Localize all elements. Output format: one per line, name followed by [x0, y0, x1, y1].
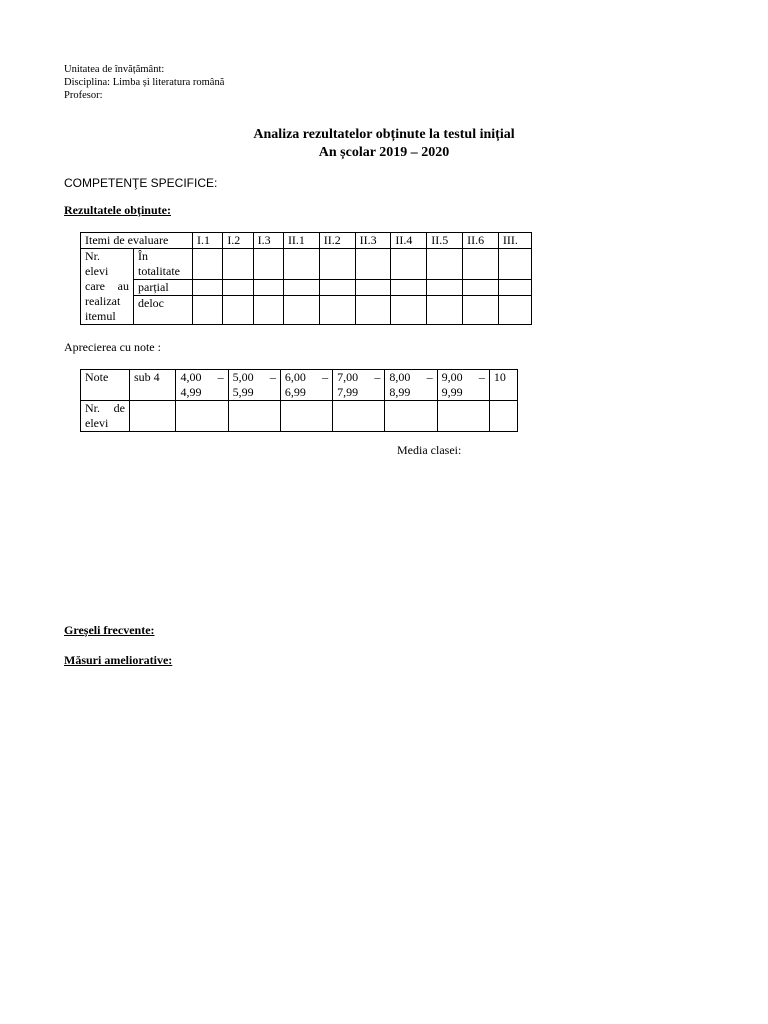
range-end: 4,99 [180, 385, 202, 399]
data-cell [319, 296, 355, 325]
range-start [389, 370, 432, 385]
data-cell [319, 249, 355, 280]
table-row [81, 233, 532, 249]
range-dash: – [322, 370, 329, 384]
data-cell [355, 249, 391, 280]
range-start [337, 370, 380, 385]
data-cell [253, 296, 283, 325]
range-start [180, 370, 223, 385]
data-cell [391, 249, 427, 280]
data-cell [176, 401, 228, 432]
data-cell [498, 296, 531, 325]
group-label-line: itemul [85, 309, 116, 323]
data-cell [253, 249, 283, 280]
range-start [442, 370, 485, 385]
range-end: 5,99 [232, 385, 254, 399]
range-start-value: 8,00 [389, 370, 411, 384]
data-cell [463, 296, 499, 325]
frequent-errors-heading: Greșeli frecvente: [64, 623, 155, 637]
school-year-title: An școlar 2019 – 2020 [318, 145, 450, 160]
range-start: 10 [493, 370, 506, 384]
range-start-value: 5,00 [232, 370, 254, 384]
specific-competencies-label: COMPETENŢE SPECIFICE: [64, 176, 218, 190]
table-row [81, 296, 532, 325]
grade-range-cell [228, 370, 280, 401]
data-cell [463, 280, 499, 296]
item-cell: II.1 [283, 233, 319, 249]
data-cell [427, 296, 463, 325]
group-label-line: Nr. [85, 249, 100, 263]
data-cell [498, 280, 531, 296]
data-cell [391, 280, 427, 296]
data-cell [355, 280, 391, 296]
range-dash: – [374, 370, 381, 384]
table-row [81, 370, 518, 401]
table-row [81, 280, 532, 296]
data-cell [283, 296, 319, 325]
students-count-label [81, 401, 130, 432]
grade-range-cell [489, 370, 517, 401]
data-cell [280, 401, 332, 432]
teacher-label: Profesor: [64, 90, 103, 101]
item-cell: I.2 [223, 233, 253, 249]
data-cell [437, 401, 489, 432]
grade-range-cell [385, 370, 437, 401]
data-cell [223, 249, 253, 280]
data-cell [427, 280, 463, 296]
range-dash: – [217, 370, 224, 384]
data-cell [193, 280, 223, 296]
range-dash: – [478, 370, 485, 384]
item-cell: II.3 [355, 233, 391, 249]
data-cell [463, 249, 499, 280]
range-start-value: 9,00 [441, 370, 463, 384]
range-start: sub 4 [134, 370, 160, 384]
range-start [233, 370, 276, 385]
data-cell [253, 280, 283, 296]
items-header-cell: Itemi de evaluare [81, 233, 193, 249]
data-cell [228, 401, 280, 432]
data-cell [319, 280, 355, 296]
table-row [81, 249, 532, 280]
range-dash: – [269, 370, 276, 384]
row-label-none: deloc [134, 296, 193, 325]
grade-range-cell [280, 370, 332, 401]
label-line [85, 401, 125, 416]
range-end: 7,99 [337, 385, 359, 399]
item-cell: III. [498, 233, 531, 249]
range-start-value: 4,00 [180, 370, 202, 384]
data-cell [283, 280, 319, 296]
range-start-value: 7,00 [337, 370, 359, 384]
data-cell [385, 401, 437, 432]
range-start [285, 370, 328, 385]
item-cell: II.5 [427, 233, 463, 249]
range-end: 8,99 [389, 385, 411, 399]
data-cell [193, 249, 223, 280]
results-heading: Rezultatele obținute: [64, 203, 171, 217]
data-cell [223, 296, 253, 325]
row-label-total: În totalitate [134, 249, 193, 280]
item-cell: II.2 [319, 233, 355, 249]
data-cell [333, 401, 385, 432]
school-unit-label: Unitatea de învățământ: [64, 64, 165, 75]
grade-range-cell [437, 370, 489, 401]
document-title: Analiza rezultatelor obținute la testul inițial [253, 127, 515, 142]
grade-range-cell [176, 370, 228, 401]
grades-table [80, 369, 518, 432]
row-label-partial: parțial [134, 280, 193, 296]
data-cell [489, 401, 517, 432]
group-label-line: elevi [85, 264, 109, 278]
range-end: 9,99 [441, 385, 463, 399]
grades-appreciation-label: Aprecierea cu note : [64, 340, 161, 354]
item-cell: I.3 [253, 233, 283, 249]
range-start-value: 6,00 [284, 370, 306, 384]
group-label-line: care au [85, 279, 129, 293]
data-cell [223, 280, 253, 296]
data-cell [391, 296, 427, 325]
class-average-label: Media clasei: [397, 443, 462, 457]
discipline-label: Disciplina: Limba și literatura română [64, 77, 225, 88]
label-word: Nr. [85, 401, 100, 415]
data-cell [498, 249, 531, 280]
item-cell: II.4 [391, 233, 427, 249]
range-end: 6,99 [284, 385, 306, 399]
label-line: elevi [85, 416, 109, 430]
item-cell: I.1 [193, 233, 223, 249]
range-dash: – [426, 370, 433, 384]
data-cell [355, 296, 391, 325]
grade-range-cell [130, 370, 176, 401]
item-cell: II.6 [463, 233, 499, 249]
data-cell [193, 296, 223, 325]
data-cell [283, 249, 319, 280]
remedial-measures-heading: Măsuri ameliorative: [64, 653, 173, 667]
data-cell [130, 401, 176, 432]
items-results-table [80, 232, 532, 325]
label-word: de [113, 401, 125, 415]
grades-header-cell: Note [81, 370, 130, 401]
document-header [64, 63, 224, 102]
data-cell [427, 249, 463, 280]
grade-range-cell [333, 370, 385, 401]
group-label-line: realizat [85, 294, 121, 308]
students-group-label [81, 249, 134, 325]
table-row [81, 401, 518, 432]
